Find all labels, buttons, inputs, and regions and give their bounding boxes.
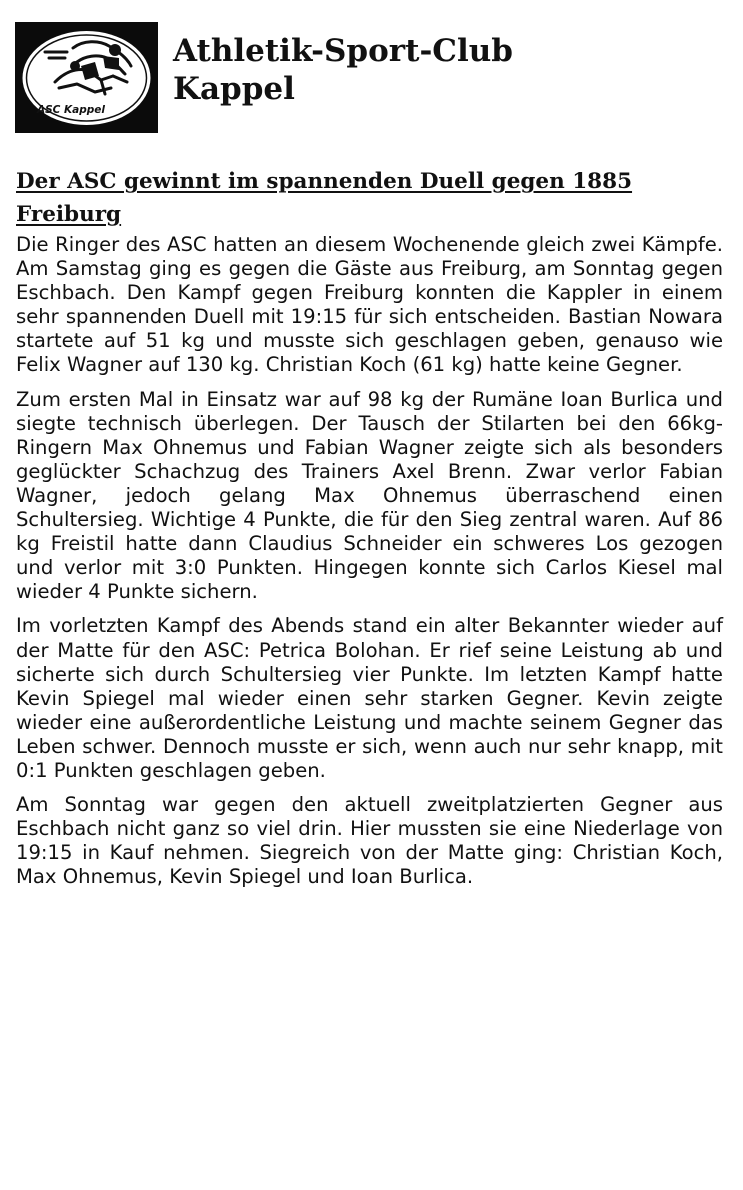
club-name xyxy=(173,32,513,108)
club-name-line-2: Kappel xyxy=(173,71,295,107)
article-paragraph-1: Die Ringer des ASC hatten an diesem Wochenende gleich zwei Kämpfe. Am Samstag ging es gegen die Gäste aus Freiburg, am Sonntag gegen Eschbach. Den Kampf gegen Freiburg konnten die Kappler in einem sehr spannenden Duell mit 19:15 für sich entscheiden. Bastian Nowara startete auf 51 kg und musste sich geschlagen geben, genauso wie Felix Wagner auf 130 kg. Christian Koch (61 kg) hatte keine Gegner. xyxy=(16,233,723,377)
club-name-line-1: Athletik-Sport-Club xyxy=(173,33,513,69)
article-paragraph-3: Im vorletzten Kampf des Abends stand ein alter Bekannter wieder auf der Matte für den ASC: Petrica Bolohan. Er rief seine Leistung ab und sicherte sich durch Schultersieg vier Punkte. Im letzten Kampf hatte Kevin Spiegel mal wieder einen sehr starken Gegner. Kevin zeigte wieder eine außerordentliche Leistung und machte seinem Gegner das Leben schwer. Dennoch musste er sich, wenn auch nur sehr knapp, mit 0:1 Punkten geschlagen geben. xyxy=(16,614,723,782)
article-paragraph-4: Am Sonntag war gegen den aktuell zweitplatzierten Gegner aus Eschbach nicht ganz so viel drin. Hier mussten sie eine Niederlage von 19:15 in Kauf nehmen. Siegreich von der Matte ging: Christian Koch, Max Ohnemus, Kevin Spiegel und Ioan Burlica. xyxy=(16,793,723,889)
article xyxy=(16,165,723,899)
club-header xyxy=(15,22,725,137)
article-headline: Der ASC gewinnt im spannenden Duell gegen 1885 Freiburg xyxy=(16,169,633,227)
club-logo xyxy=(15,22,158,133)
article-paragraph-2: Zum ersten Mal in Einsatz war auf 98 kg der Rumäne Ioan Burlica und siegte technisch überlegen. Der Tausch der Stilarten bei den 66kg-Ringern Max Ohnemus und Fabian Wagner zeigte sich als besonders geglückter Schachzug des Trainers Axel Brenn. Zwar verlor Fabian Wagner, jedoch gelang Max Ohnemus überraschend einen Schultersieg. Wichtige 4 Punkte, die für den Sieg zentral waren. Auf 86 kg Freistil hatte dann Claudius Schneider ein schweres Los gezogen und verlor mit 3:0 Punkten. Hingegen konnte sich Carlos Kiesel mal wieder 4 Punkte sichern. xyxy=(16,387,723,604)
svg-text:ASC Kappel: ASC Kappel xyxy=(36,104,106,116)
wrestlers-logo-icon xyxy=(15,22,158,133)
